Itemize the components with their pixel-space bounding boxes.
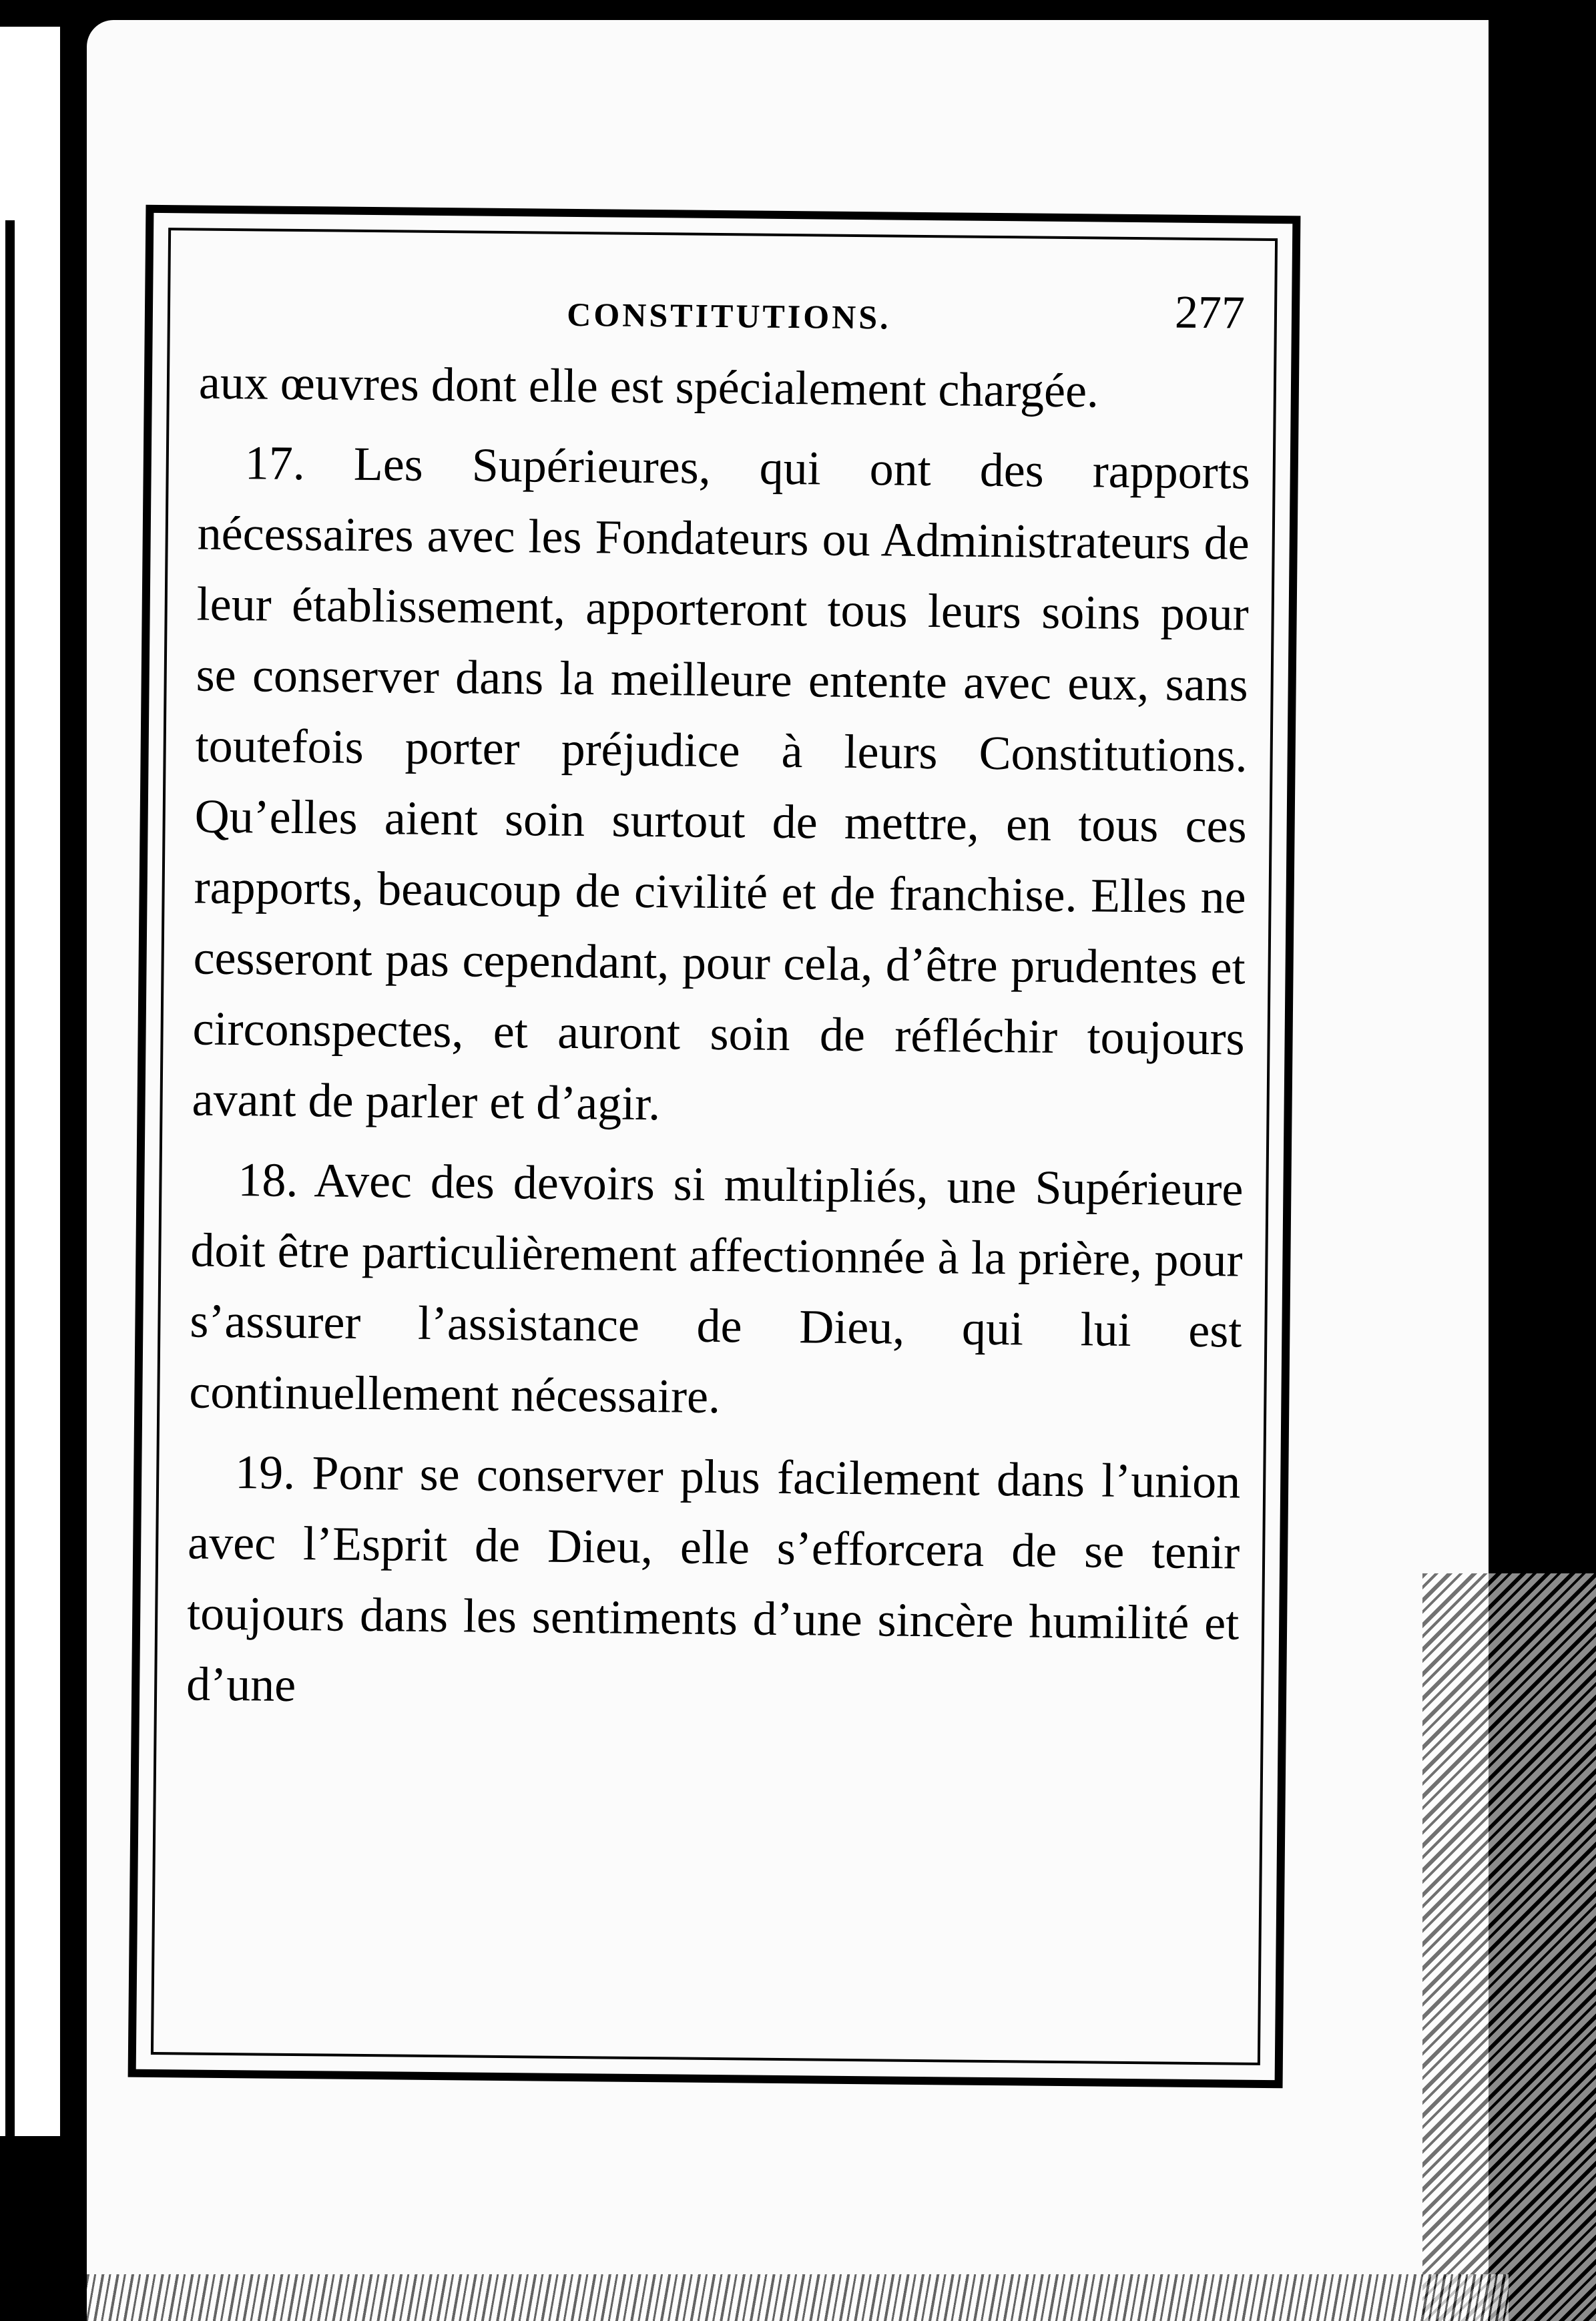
facing-page-edge: [0, 27, 60, 2136]
page-number: 277: [1174, 286, 1246, 339]
running-head: CONSTITUTIONS.: [567, 295, 891, 336]
book-edge-shadow: [1489, 0, 1596, 2321]
page-border-frame: [128, 205, 1301, 2088]
paragraph-continuation: aux œuvres dont elle est spécialement chargée.: [198, 355, 1099, 418]
paragraph-19: 19. Ponr se conserver plus facilement dans l’union avec l’Esprit de Dieu, elle s’efforcera de se tenir toujours dans les sentiments d’une sincère humilité et d’une: [186, 1445, 1241, 1712]
body-text: [186, 347, 1252, 1739]
page-header: [213, 277, 1246, 340]
facing-page-border: [5, 220, 15, 2143]
paragraph-17: 17. Les Supérieures, qui ont des rapports nécessaires avec les Fondateurs ou Administrateurs de leur établissement, apporteront tous leurs soins pour se conserver dans la meilleure entente avec eux, sans toutefois porter préjudice à leurs Constitutions. Qu’elles aient soin surtout de mettre, en tous ces rapports, beaucoup de civilité et de franchise. Elles ne cesseront pas cependant, pour cela, d’être prudentes et circonspectes, et auront soin de réfléchir toujours avant de parler et d’agir.: [192, 436, 1251, 1131]
edge-scan-noise: [1422, 1573, 1596, 2321]
paragraph-18: 18. Avec des devoirs si multipliés, une Supérieure doit être particulièrement affectionnée à la prière, pour s’assurer l’assistance de Dieu, qui lui est continuellement nécessaire.: [189, 1153, 1244, 1424]
bottom-scan-noise: [87, 2274, 1509, 2321]
